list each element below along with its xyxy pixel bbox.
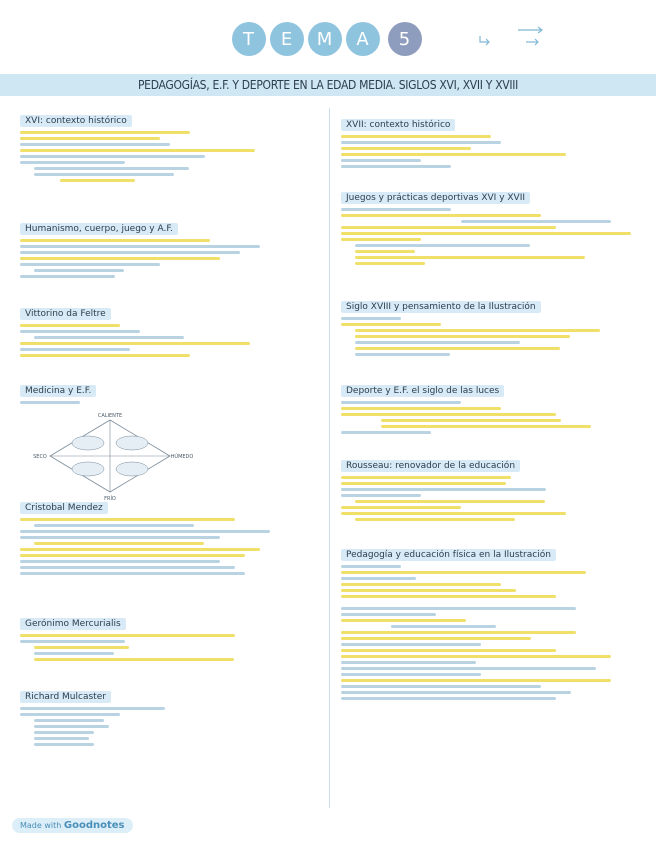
section-notes bbox=[341, 565, 641, 700]
decorative-arrows-icon bbox=[478, 26, 548, 56]
column-divider bbox=[329, 108, 330, 808]
section-siglo-xviii bbox=[341, 296, 641, 356]
badge-prefix: Made with bbox=[20, 821, 62, 830]
diagram-label-humedo: HÚMEDO bbox=[170, 454, 194, 460]
section-heading: Pedagogía y educación física en la Ilustración bbox=[341, 549, 556, 561]
badge-brand: Goodnotes bbox=[63, 820, 125, 831]
section-notes bbox=[20, 324, 320, 357]
section-medicina bbox=[20, 380, 320, 507]
page-title: PEDAGOGÍAS, E.F. Y DEPORTE EN LA EDAD MEDIA. SIGLOS XVI, XVII Y XVIII bbox=[137, 78, 519, 92]
section-mercurialis bbox=[20, 613, 320, 661]
section-heading: Juegos y prácticas deportivas XVI y XVII bbox=[341, 192, 530, 204]
section-notes bbox=[341, 135, 641, 168]
section-heading: XVI: contexto histórico bbox=[20, 115, 132, 127]
section-notes bbox=[341, 317, 641, 356]
section-notes bbox=[20, 239, 320, 278]
section-heading: Siglo XVIII y pensamiento de la Ilustración bbox=[341, 301, 541, 313]
section-notes bbox=[341, 208, 641, 265]
section-vittorino bbox=[20, 303, 320, 357]
diagram-label-frio: FRÍO bbox=[104, 496, 116, 502]
section-xvi-contexto bbox=[20, 110, 320, 182]
section-deporte-luces bbox=[341, 380, 641, 434]
title-number: 5 bbox=[388, 22, 422, 56]
section-heading: Deporte y E.F. el siglo de las luces bbox=[341, 385, 504, 397]
section-mulcaster bbox=[20, 686, 320, 746]
title-circles bbox=[232, 22, 422, 56]
section-notes bbox=[341, 401, 641, 434]
section-heading: Rousseau: renovador de la educación bbox=[341, 460, 520, 472]
section-notes bbox=[20, 401, 320, 404]
section-heading: Medicina y E.F. bbox=[20, 385, 96, 397]
section-notes bbox=[341, 476, 641, 521]
diagram-label-seco: SECO bbox=[33, 454, 47, 460]
section-heading: Humanismo, cuerpo, juego y A.F. bbox=[20, 223, 178, 235]
section-juegos bbox=[341, 187, 641, 265]
section-rousseau bbox=[341, 455, 641, 521]
section-pedagogia-ilustracion bbox=[341, 544, 641, 700]
section-heading: Gerónimo Mercurialis bbox=[20, 618, 126, 630]
title-letter-e: E bbox=[270, 22, 304, 56]
goodnotes-badge bbox=[12, 818, 133, 833]
section-heading: Cristobal Mendez bbox=[20, 502, 108, 514]
title-letter-m: M bbox=[308, 22, 342, 56]
section-cristobal-mendez bbox=[20, 497, 320, 575]
section-notes bbox=[20, 707, 320, 746]
section-heading: XVII: contexto histórico bbox=[341, 119, 455, 131]
section-humanismo bbox=[20, 218, 320, 278]
section-notes bbox=[20, 634, 320, 661]
section-notes bbox=[20, 518, 320, 575]
section-heading: Richard Mulcaster bbox=[20, 691, 111, 703]
title-letter-a: A bbox=[346, 22, 380, 56]
section-notes bbox=[20, 131, 320, 182]
section-heading: Vittorino da Feltre bbox=[20, 308, 111, 320]
title-letter-t: T bbox=[232, 22, 266, 56]
section-xvii-contexto bbox=[341, 114, 641, 168]
diagram-label-caliente: CALIENTE bbox=[97, 413, 123, 419]
humors-diagram bbox=[20, 410, 200, 502]
